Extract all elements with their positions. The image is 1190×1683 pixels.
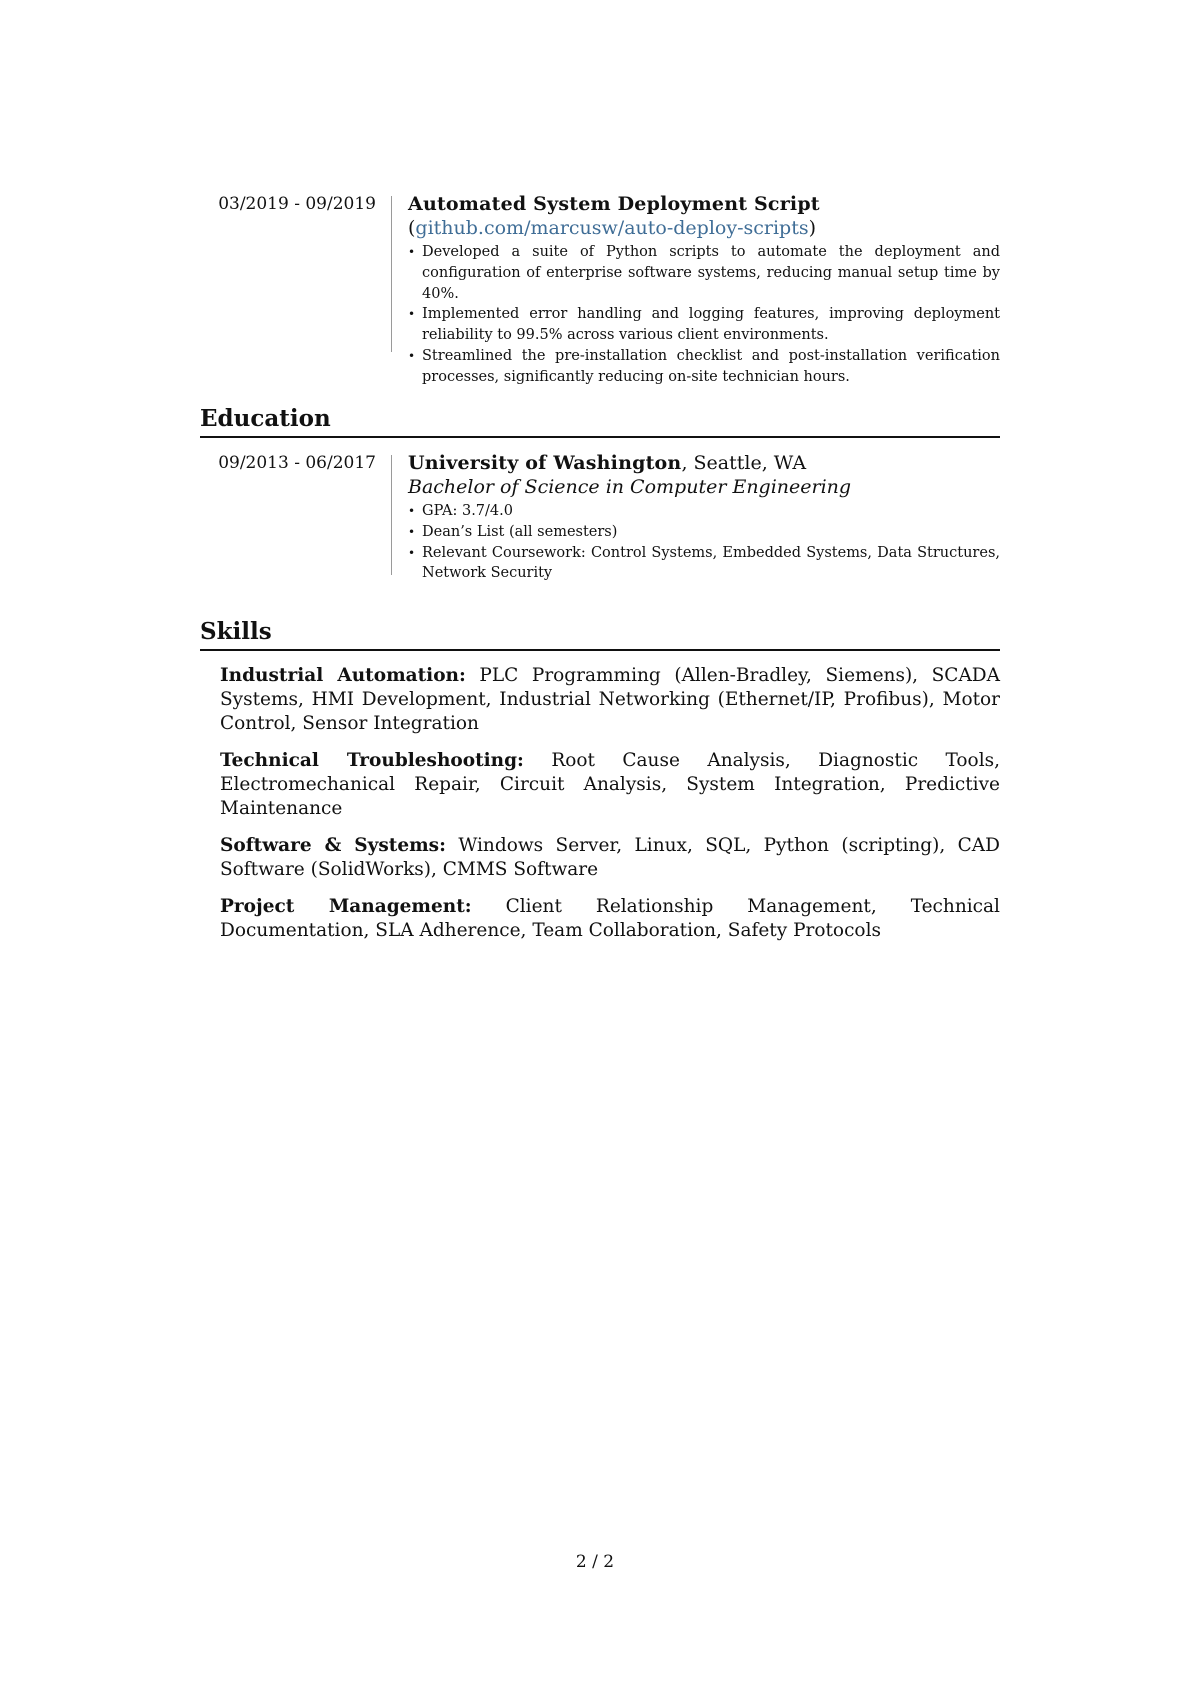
list-item: • Developed a suite of Python scripts to automate the deployment and configuration of enterprise software systems, reducing manual setup time by 40%.	[408, 242, 1000, 304]
link-open-paren: (	[408, 217, 416, 239]
degree: Bachelor of Science in Computer Engineering	[408, 476, 852, 498]
entry-divider	[391, 196, 392, 352]
list-item: • GPA: 3.7/4.0	[408, 501, 1000, 522]
skill-value: Root Cause Analysis, Diagnostic Tools, Electromechanical Repair, Circuit Analysis, System Integration, Predictive Maintenance	[220, 750, 1000, 819]
education-title-line	[408, 451, 1000, 475]
link-close-paren: )	[808, 217, 817, 239]
list-item: • Dean’s List (all semesters)	[408, 522, 1000, 543]
project-link[interactable]: github.com/marcusw/auto-deploy-scripts	[415, 217, 809, 239]
skill-value: Windows Server, Linux, SQL, Python (scripting), CAD Software (SolidWorks), CMMS Software	[220, 835, 1000, 880]
skills-list	[220, 664, 1000, 956]
project-body	[408, 192, 1000, 388]
institution-location: , Seattle, WA	[681, 452, 807, 474]
skill-name: Project Management:	[220, 896, 472, 917]
page-number: 2 / 2	[575, 1552, 615, 1572]
education-body	[408, 451, 1000, 584]
skill-value: PLC Programming (Allen-Bradley, Siemens), SCADA Systems, HMI Development, Industrial Networking (Ethernet/IP, Profibus), Motor Control, Sensor Integration	[220, 665, 1000, 734]
project-date: 03/2019 - 09/2019	[218, 194, 376, 214]
education-date: 09/2013 - 06/2017	[218, 453, 376, 473]
project-title-line	[408, 192, 1000, 240]
institution-name: University of Washington	[408, 452, 682, 474]
skill-name: Technical Troubleshooting:	[220, 750, 524, 771]
project-bullets	[408, 242, 1000, 388]
list-item: • Relevant Coursework: Control Systems, Embedded Systems, Data Structures, Network Security	[408, 543, 1000, 585]
project-title: Automated System Deployment Script	[408, 193, 820, 215]
skill-item	[220, 664, 1000, 736]
education-heading: Education	[200, 404, 1000, 438]
skill-name: Software & Systems:	[220, 835, 446, 856]
skills-heading: Skills	[200, 617, 1000, 651]
list-item: • Streamlined the pre-installation checklist and post-installation verification processes, significantly reducing on-site technician hours.	[408, 346, 1000, 388]
skill-item	[220, 895, 1000, 943]
entry-divider	[391, 455, 392, 575]
education-bullets	[408, 501, 1000, 584]
resume-page	[200, 0, 1000, 1683]
skill-value: Client Relationship Management, Technical Documentation, SLA Adherence, Team Collaboration, Safety Protocols	[220, 896, 1000, 941]
skill-item	[220, 834, 1000, 882]
list-item: • Implemented error handling and logging features, improving deployment reliability to 99.5% across various client environments.	[408, 304, 1000, 346]
skill-item	[220, 749, 1000, 821]
skill-name: Industrial Automation:	[220, 665, 466, 686]
